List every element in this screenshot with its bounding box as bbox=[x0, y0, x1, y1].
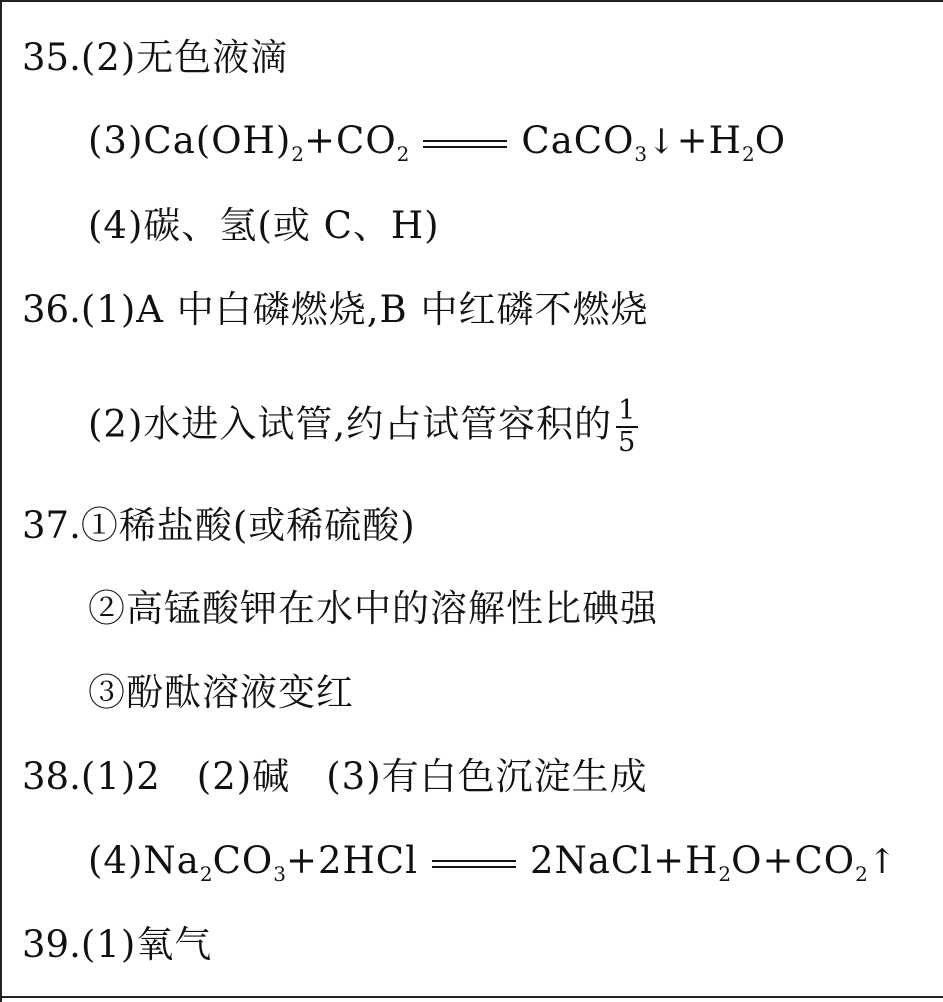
q38-answer-1: (1)2 bbox=[80, 755, 161, 798]
subscript: 2 bbox=[741, 142, 755, 166]
formula-caco: CaCO bbox=[521, 119, 635, 162]
page-border-bottom bbox=[0, 996, 943, 998]
q38-answer-3: (3)有白色沉淀生成 bbox=[326, 755, 648, 798]
formula-o: O bbox=[754, 119, 787, 162]
question-number-37: 37. bbox=[22, 504, 81, 547]
q39-line-1 bbox=[22, 923, 212, 967]
subscript: 3 bbox=[634, 142, 648, 166]
q35-line-4 bbox=[88, 204, 440, 248]
q38-line-1 bbox=[22, 755, 648, 799]
formula-h: H bbox=[685, 839, 719, 882]
plus-sign: + bbox=[304, 119, 337, 162]
q35-part-3-label: (3) bbox=[88, 119, 144, 162]
q37-answer-3: ③酚酞溶液变红 bbox=[88, 671, 354, 714]
question-number-35: 35. bbox=[22, 36, 81, 79]
page-border-left bbox=[0, 0, 2, 1002]
q36-answer-1: (1)A 中白磷燃烧,B 中红磷不燃烧 bbox=[80, 288, 649, 331]
formula-h: H bbox=[708, 119, 742, 162]
fraction-denominator: 5 bbox=[618, 427, 637, 458]
formula-hcl: 2HCl bbox=[318, 839, 418, 882]
subscript: 3 bbox=[273, 862, 286, 886]
question-number-36: 36. bbox=[22, 288, 81, 331]
q35-answer-4: (4)碳、氢(或 C、H) bbox=[88, 204, 440, 247]
formula-co: CO bbox=[212, 839, 274, 882]
fraction-one-fifth bbox=[616, 396, 638, 458]
q38-part-4-label: (4) bbox=[88, 839, 144, 882]
precipitate-arrow-icon: ↓ bbox=[647, 122, 677, 162]
subscript: 2 bbox=[396, 142, 410, 166]
formula-co: CO bbox=[336, 119, 397, 162]
plus-sign: + bbox=[762, 839, 795, 882]
gas-arrow-icon: ↑ bbox=[867, 842, 898, 882]
question-number-39: 39. bbox=[22, 923, 81, 966]
question-number-38: 38. bbox=[22, 755, 81, 798]
fraction-numerator: 1 bbox=[618, 395, 637, 426]
q35-answer-2: (2)无色液滴 bbox=[80, 36, 289, 79]
formula-na: Na bbox=[143, 839, 200, 882]
formula-caoh: Ca(OH) bbox=[143, 119, 292, 162]
formula-nacl: 2NaCl bbox=[529, 839, 654, 882]
q38-equation-line bbox=[88, 839, 897, 896]
subscript: 2 bbox=[718, 862, 732, 886]
equals-sign-icon bbox=[423, 139, 507, 149]
subscript: 2 bbox=[291, 142, 304, 166]
q37-answer-1: ①稀盐酸(或稀硫酸) bbox=[80, 504, 416, 547]
formula-co: CO bbox=[794, 839, 856, 882]
plus-sign: + bbox=[285, 839, 318, 882]
q37-line-2 bbox=[88, 587, 658, 631]
q36-answer-2: (2)水进入试管,约占试管容积的 bbox=[88, 402, 613, 446]
equals-sign-icon bbox=[432, 859, 516, 869]
q37-line-3 bbox=[88, 671, 354, 715]
q37-answer-2: ②高锰酸钾在水中的溶解性比碘强 bbox=[88, 587, 658, 630]
q39-answer-1: (1)氧气 bbox=[80, 923, 213, 966]
plus-sign: + bbox=[653, 839, 686, 882]
q37-line-1 bbox=[22, 504, 416, 548]
q35-equation-line bbox=[88, 119, 786, 176]
q35-line-2 bbox=[22, 36, 288, 80]
q36-line-1 bbox=[22, 288, 648, 332]
q36-line-2 bbox=[88, 396, 638, 458]
subscript: 2 bbox=[199, 862, 213, 886]
q38-answer-2: (2)碱 bbox=[196, 755, 291, 798]
plus-sign: + bbox=[676, 119, 709, 162]
formula-o: O bbox=[731, 839, 763, 882]
page-border-top bbox=[0, 0, 943, 2]
subscript: 2 bbox=[855, 862, 868, 886]
